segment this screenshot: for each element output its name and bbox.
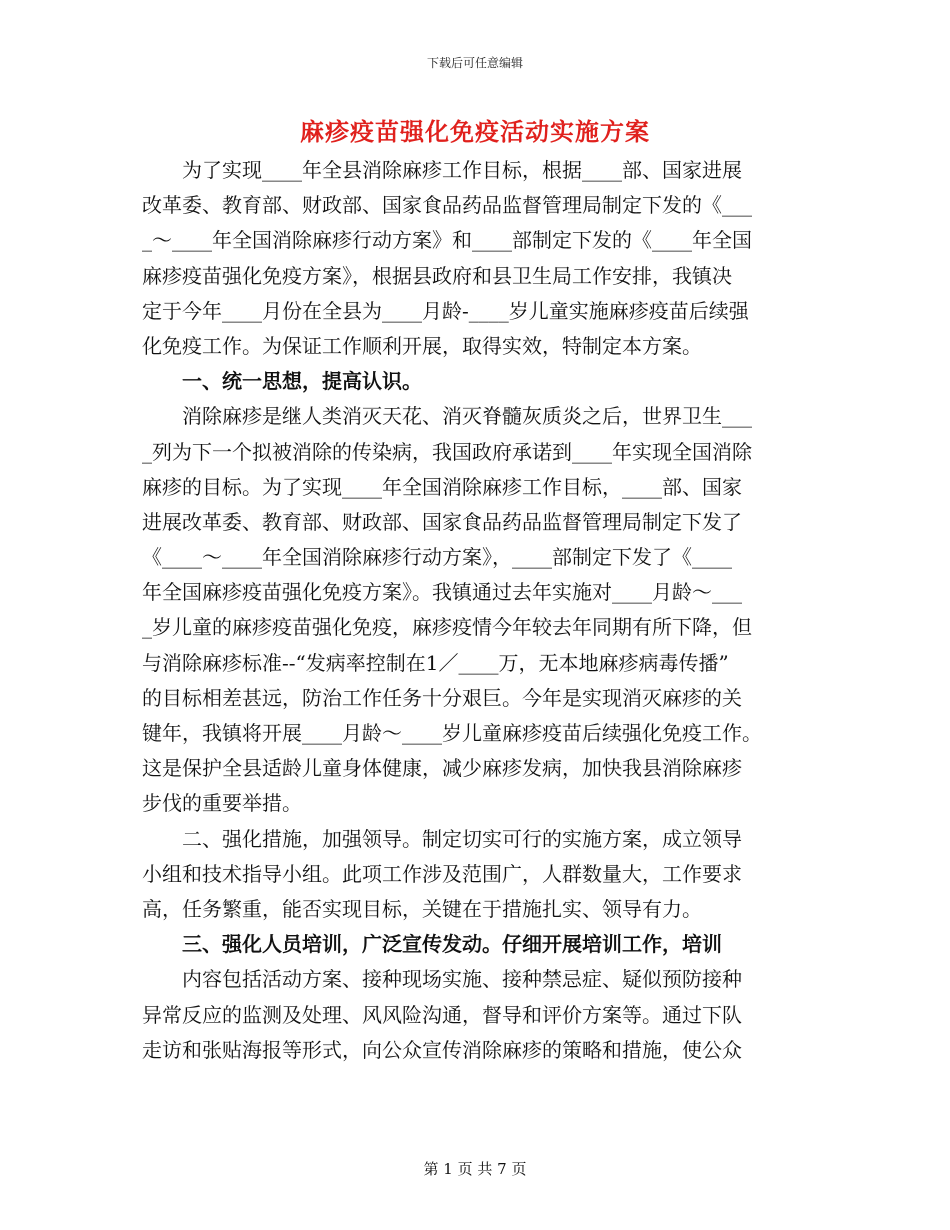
paragraph-line: 改革委、教育部、财政部、国家食品药品监督管理局制定下发的《___ [142, 193, 752, 218]
paragraph-line: 麻疹疫苗强化免疫方案》，根据县政府和县卫生局工作安排，我镇决 [142, 263, 732, 288]
document-body [142, 153, 802, 1068]
paragraph-line: 《____～____年全国消除麻疹行动方案》，____部制定下发了《____ [142, 545, 732, 570]
paragraph-line: 为了实现____年全县消除麻疹工作目标，根据____部、国家进展 [142, 158, 742, 182]
paragraph-line: 小组和技术指导小组。此项工作涉及范围广，人群数量大，工作要求 [142, 861, 742, 886]
header-note: 下载后可任意编辑 [426, 56, 523, 70]
paragraph-line: 定于今年____月份在全县为____月龄-____岁儿童实施麻疹疫苗后续强 [142, 298, 749, 323]
paragraph-line: 二、强化措施，加强领导。制定切实可行的实施方案，成立领导 [142, 826, 742, 851]
paragraph-line: 进展改革委、教育部、财政部、国家食品药品监督管理局制定下发了 [142, 509, 742, 534]
document-title: 麻疹疫苗强化免疫活动实施方案 [300, 117, 650, 146]
paragraph-line: 异常反应的监测及处理、风风险沟通，督导和评价方案等。通过下队 [142, 1002, 742, 1027]
paragraph-line: 高，任务繁重，能否实现目标，关键在于措施扎实、领导有力。 [142, 896, 702, 921]
paragraph-line: _岁儿童的麻疹疫苗强化免疫，麻疹疫情今年较去年同期有所下降，但 [142, 615, 752, 640]
section-heading-line: 一、统一思想，提高认识。 [142, 369, 422, 394]
paragraph-line: 年全国麻疹疫苗强化免疫方案》。我镇通过去年实施对____月龄～___ [142, 580, 742, 605]
page-footer: 第 1 页 共 7 页 [423, 1160, 527, 1178]
paragraph-line: 与消除麻疹标准--“发病率控制在1／____万，无本地麻疹病毒传播” [142, 650, 729, 675]
paragraph-line: 步伐的重要举措。 [142, 791, 302, 816]
paragraph-line: 这是保护全县适龄儿童身体健康，减少麻疹发病，加快我县消除麻疹 [142, 756, 742, 781]
paragraph-line: 的目标相差甚远，防治工作任务十分艰巨。今年是实现消灭麻疹的关 [142, 685, 742, 710]
paragraph-line: _列为下一个拟被消除的传染病，我国政府承诺到____年实现全国消除 [142, 439, 752, 464]
section-heading-line: 三、强化人员培训，广泛宣传发动。仔细开展培训工作，培训 [142, 932, 722, 957]
paragraph-line: 内容包括活动方案、接种现场实施、接种禁忌症、疑似预防接种 [142, 967, 742, 992]
paragraph-line: 走访和张贴海报等形式，向公众宣传消除麻疹的策略和措施，使公众 [142, 1037, 742, 1062]
paragraph-line: 消除麻疹是继人类消灭天花、消灭脊髓灰质炎之后，世界卫生___ [142, 404, 752, 429]
paragraph-line: _～____年全国消除麻疹行动方案》和____部制定下发的《____年全国 [142, 228, 752, 253]
paragraph-line: 键年，我镇将开展____月龄～____岁儿童麻疹疫苗后续强化免疫工作。 [142, 721, 762, 745]
paragraph-line: 麻疹的目标。为了实现____年全国消除麻疹工作目标，____部、国家 [142, 474, 742, 499]
paragraph-line: 化免疫工作。为保证工作顺利开展，取得实效，特制定本方案。 [142, 333, 702, 358]
